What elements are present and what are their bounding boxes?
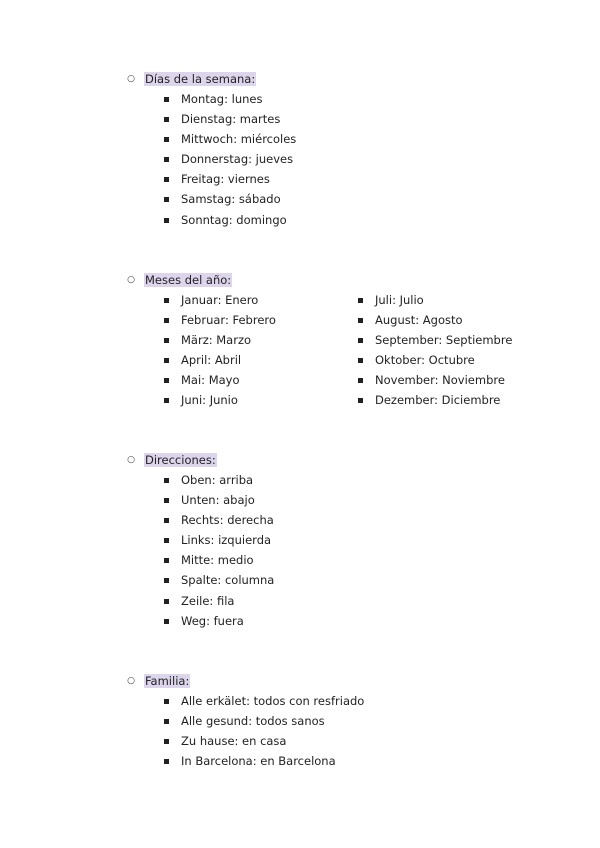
square-bullet-icon bbox=[358, 398, 363, 403]
square-bullet-icon bbox=[164, 699, 169, 704]
section-title: Direcciones: bbox=[145, 453, 216, 467]
square-bullet-icon bbox=[164, 619, 169, 624]
section-heading bbox=[127, 69, 256, 89]
square-bullet-icon bbox=[164, 298, 169, 303]
square-bullet-icon bbox=[164, 338, 169, 343]
square-bullet-icon bbox=[164, 599, 169, 604]
square-bullet-icon bbox=[164, 558, 169, 563]
square-bullet-icon bbox=[164, 719, 169, 724]
square-bullet-icon bbox=[358, 338, 363, 343]
square-bullet-icon bbox=[164, 578, 169, 583]
square-bullet-icon bbox=[164, 318, 169, 323]
section-direcciones: ○ Direcciones: Oben: arriba Unten: abajo Rechts: derecha Links: izquierda Mitte: medio Spalte: columna Zeile: fila Weg: fuera bbox=[127, 450, 164, 631]
square-bullet-icon bbox=[164, 538, 169, 543]
square-bullet-icon bbox=[164, 398, 169, 403]
square-bullet-icon bbox=[164, 478, 169, 483]
square-bullet-icon bbox=[164, 157, 169, 162]
square-bullet-icon bbox=[164, 518, 169, 523]
section-heading bbox=[127, 450, 216, 470]
square-bullet-icon bbox=[164, 378, 169, 383]
section-heading bbox=[127, 671, 190, 691]
square-bullet-icon bbox=[164, 759, 169, 764]
circle-bullet-icon: ○ bbox=[127, 74, 135, 84]
circle-bullet-icon: ○ bbox=[127, 455, 135, 465]
section-familia: ○ Familia: Alle erkälet: todos con resfriado Alle gesund: todos sanos Zu hause: en casa In Barcelona: en Barcelona bbox=[127, 671, 164, 771]
square-bullet-icon bbox=[164, 739, 169, 744]
section-title: Familia: bbox=[145, 674, 190, 688]
square-bullet-icon bbox=[164, 137, 169, 142]
circle-bullet-icon: ○ bbox=[127, 275, 135, 285]
circle-bullet-icon: ○ bbox=[127, 676, 135, 686]
square-bullet-icon bbox=[164, 117, 169, 122]
section-dias-semana: ○ Días de la semana: Montag: lunes Dienstag: martes Mittwoch: miércoles Donnerstag: jueves Freitag: viernes Samstag: sábado Sonntag: domingo bbox=[127, 69, 164, 230]
section-title: Días de la semana: bbox=[145, 72, 256, 86]
square-bullet-icon bbox=[164, 197, 169, 202]
square-bullet-icon bbox=[358, 318, 363, 323]
square-bullet-icon bbox=[164, 218, 169, 223]
square-bullet-icon bbox=[358, 358, 363, 363]
square-bullet-icon bbox=[164, 498, 169, 503]
section-title: Meses del año: bbox=[145, 273, 232, 287]
square-bullet-icon bbox=[358, 378, 363, 383]
square-bullet-icon bbox=[358, 298, 363, 303]
square-bullet-icon bbox=[164, 97, 169, 102]
square-bullet-icon bbox=[164, 358, 169, 363]
square-bullet-icon bbox=[164, 177, 169, 182]
